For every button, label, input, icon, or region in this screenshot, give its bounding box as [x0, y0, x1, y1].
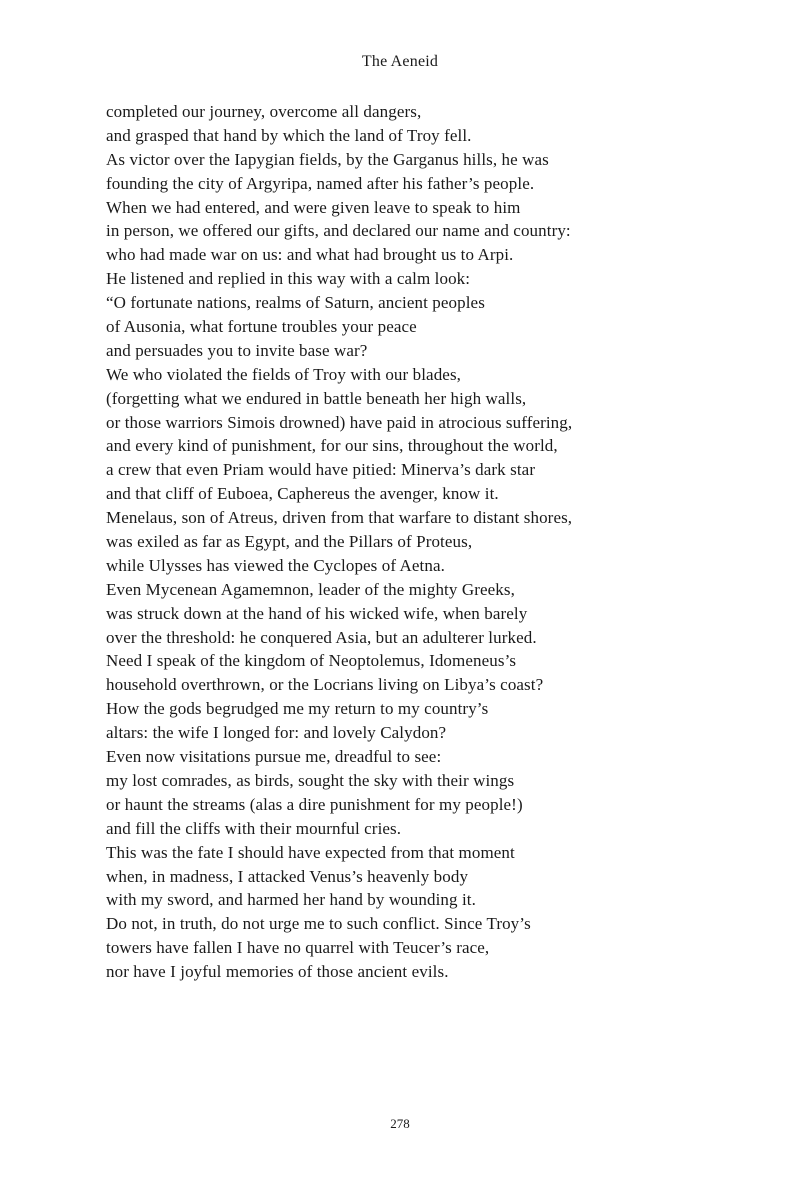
poem-line: and every kind of punishment, for our sins, throughout the world,	[106, 436, 558, 456]
poem-line: of Ausonia, what fortune troubles your peace	[106, 317, 417, 337]
poem-line: household overthrown, or the Locrians living on Libya’s coast?	[106, 675, 544, 695]
poem-line: who had made war on us: and what had brought us to Arpi.	[106, 245, 514, 265]
page-number: 278	[390, 1116, 410, 1131]
poem-line: in person, we offered our gifts, and declared our name and country:	[106, 221, 571, 241]
poem-line: Even now visitations pursue me, dreadful to see:	[106, 747, 442, 767]
poem-line: Even Mycenean Agamemnon, leader of the mighty Greeks,	[106, 579, 515, 599]
poem-line: How the gods begrudged me my return to my country’s	[106, 699, 489, 719]
poem-line: towers have fallen I have no quarrel with Teucer’s race,	[106, 938, 490, 958]
poem-line: When we had entered, and were given leave to speak to him	[106, 197, 521, 217]
poem-line: was exiled as far as Egypt, and the Pillars of Proteus,	[106, 532, 473, 552]
poem-line: with my sword, and harmed her hand by wounding it.	[106, 890, 476, 910]
poem-line: and fill the cliffs with their mournful cries.	[106, 818, 402, 838]
poem-line: “O fortunate nations, realms of Saturn, ancient peoples	[106, 293, 485, 313]
poem-line: As victor over the Iapygian fields, by the Garganus hills, he was	[106, 149, 549, 169]
poem-line: or those warriors Simois drowned) have paid in atrocious suffering,	[106, 412, 573, 432]
poem-line: He listened and replied in this way with a calm look:	[106, 269, 471, 289]
poem-line: founding the city of Argyripa, named after his father’s people.	[106, 173, 535, 193]
poem-line: Menelaus, son of Atreus, driven from that warfare to distant shores,	[106, 508, 573, 528]
poem-line: was struck down at the hand of his wicked wife, when barely	[106, 603, 528, 623]
poem-line: This was the fate I should have expected from that moment	[106, 842, 515, 862]
poem-line: Need I speak of the kingdom of Neoptolemus, Idomeneus’s	[106, 651, 517, 671]
poem-line: and that cliff of Euboea, Caphereus the avenger, know it.	[106, 484, 499, 504]
poem-line: or haunt the streams (alas a dire punishment for my people!)	[106, 794, 523, 814]
poem-line: when, in madness, I attacked Venus’s heavenly body	[106, 866, 469, 886]
poem-line: Do not, in truth, do not urge me to such conflict. Since Troy’s	[106, 914, 531, 934]
poem-line: We who violated the fields of Troy with our blades,	[106, 364, 462, 384]
poem-line: and persuades you to invite base war?	[106, 340, 368, 360]
poem-line: (forgetting what we endured in battle beneath her high walls,	[106, 388, 527, 408]
poem-line: completed our journey, overcome all dangers,	[106, 102, 422, 121]
poem-line: nor have I joyful memories of those ancient evils.	[106, 962, 449, 982]
poem-line: while Ulysses has viewed the Cyclopes of Aetna.	[106, 555, 445, 575]
poem-line: and grasped that hand by which the land of Troy fell.	[106, 125, 472, 145]
poem-line: altars: the wife I longed for: and lovely Calydon?	[106, 723, 447, 743]
poem-line: my lost comrades, as birds, sought the sky with their wings	[106, 770, 515, 790]
poem-line: a crew that even Priam would have pitied: Minerva’s dark star	[106, 460, 536, 480]
poem-text-block	[106, 100, 706, 984]
poem-line: over the threshold: he conquered Asia, but an adulterer lurked.	[106, 627, 537, 647]
running-header-title: The Aeneid	[361, 53, 439, 70]
